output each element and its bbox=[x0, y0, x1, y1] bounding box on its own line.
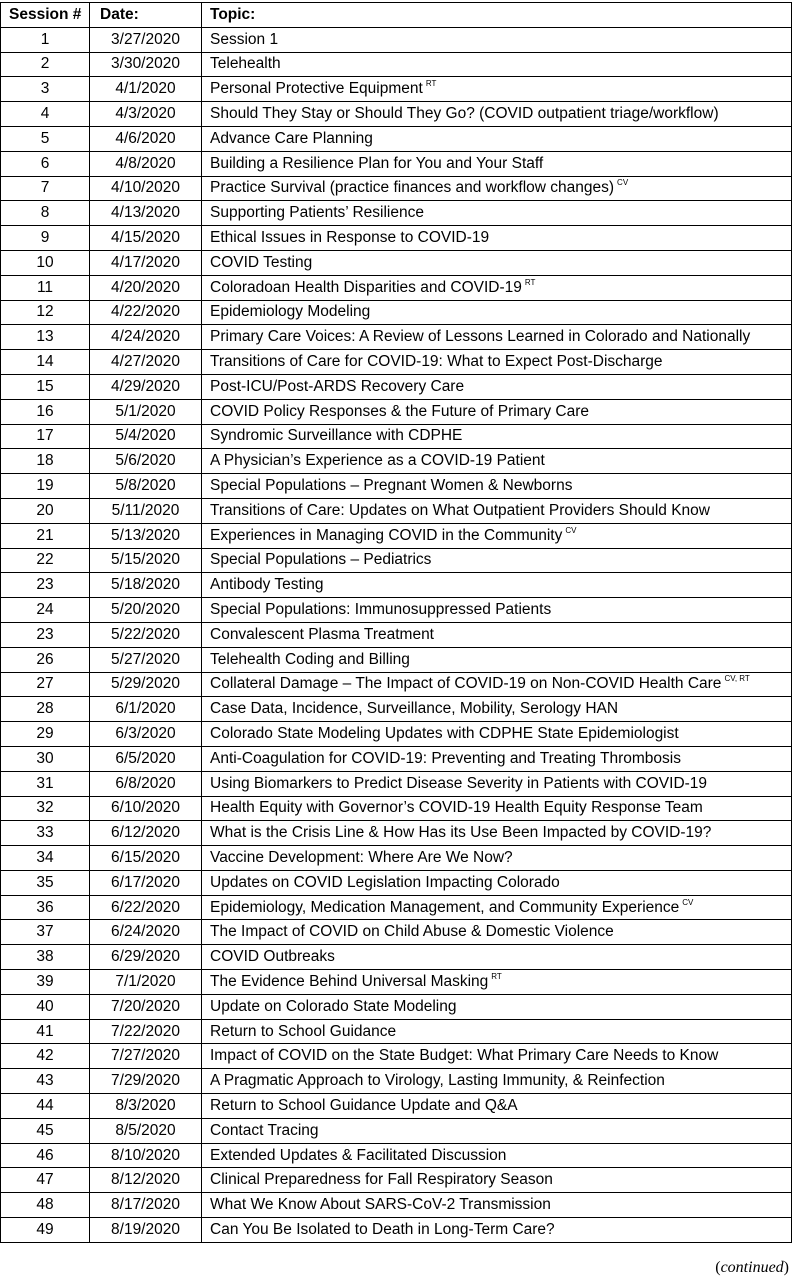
table-row bbox=[1, 52, 792, 77]
session-number-cell: 34 bbox=[1, 846, 90, 871]
session-date-cell: 6/22/2020 bbox=[90, 895, 202, 920]
session-number-cell: 20 bbox=[1, 498, 90, 523]
session-topic-cell bbox=[202, 300, 792, 325]
session-date-cell: 8/12/2020 bbox=[90, 1168, 202, 1193]
table-row bbox=[1, 1218, 792, 1243]
session-topic-text: Health Equity with Governor’s COVID-19 Health Equity Response Team bbox=[210, 799, 703, 817]
session-topic-cell bbox=[202, 895, 792, 920]
session-number-cell: 6 bbox=[1, 151, 90, 176]
session-topic-text: Advance Care Planning bbox=[210, 129, 373, 147]
session-date-cell: 5/15/2020 bbox=[90, 548, 202, 573]
table-row bbox=[1, 994, 792, 1019]
session-topic-cell bbox=[202, 250, 792, 275]
session-topic-text: Ethical Issues in Response to COVID-19 bbox=[210, 229, 490, 247]
session-topic-cell bbox=[202, 1069, 792, 1094]
session-topic-cell bbox=[202, 374, 792, 399]
session-date-cell: 5/22/2020 bbox=[90, 622, 202, 647]
session-topic-cell bbox=[202, 746, 792, 771]
session-topic-text: Can You Be Isolated to Death in Long-Term Care? bbox=[210, 1220, 555, 1238]
session-topic-cell bbox=[202, 1218, 792, 1243]
session-number-cell: 19 bbox=[1, 474, 90, 499]
table-row bbox=[1, 151, 792, 176]
session-number-cell: 33 bbox=[1, 821, 90, 846]
session-number-cell: 9 bbox=[1, 226, 90, 251]
table-row bbox=[1, 399, 792, 424]
table-row bbox=[1, 449, 792, 474]
session-number-cell: 12 bbox=[1, 300, 90, 325]
session-topic-cell bbox=[202, 672, 792, 697]
session-topic-cell bbox=[202, 622, 792, 647]
session-date-cell: 4/1/2020 bbox=[90, 77, 202, 102]
session-topic-text: Update on Colorado State Modeling bbox=[210, 997, 457, 1015]
session-number-cell: 36 bbox=[1, 895, 90, 920]
session-topic-text: Impact of COVID on the State Budget: What Primary Care Needs to Know bbox=[210, 1047, 719, 1065]
session-number-cell: 2 bbox=[1, 52, 90, 77]
table-row bbox=[1, 1143, 792, 1168]
session-date-cell: 5/11/2020 bbox=[90, 498, 202, 523]
session-date-cell: 7/27/2020 bbox=[90, 1044, 202, 1069]
session-number-cell: 24 bbox=[1, 598, 90, 623]
session-date-cell: 7/20/2020 bbox=[90, 994, 202, 1019]
session-date-cell: 6/24/2020 bbox=[90, 920, 202, 945]
continued-open-paren: ( bbox=[715, 1259, 721, 1276]
session-topic-text: Vaccine Development: Where Are We Now? bbox=[210, 848, 513, 866]
session-topic-cell bbox=[202, 548, 792, 573]
header-row bbox=[1, 3, 792, 28]
session-topic-text: Colorado State Modeling Updates with CDPHE State Epidemiologist bbox=[210, 725, 679, 742]
session-topic-cell bbox=[202, 722, 792, 747]
session-date-cell: 6/8/2020 bbox=[90, 771, 202, 796]
session-topic-text: COVID Testing bbox=[210, 253, 313, 271]
session-date-cell: 4/3/2020 bbox=[90, 102, 202, 127]
table-row bbox=[1, 250, 792, 275]
session-number-cell: 28 bbox=[1, 697, 90, 722]
session-topic-text: Extended Updates & Facilitated Discussion bbox=[210, 1146, 507, 1164]
table-row bbox=[1, 622, 792, 647]
table-row bbox=[1, 1118, 792, 1143]
table-row bbox=[1, 102, 792, 127]
session-date-cell: 5/27/2020 bbox=[90, 647, 202, 672]
table-row bbox=[1, 498, 792, 523]
session-topic-text: Return to School Guidance bbox=[210, 1022, 397, 1040]
session-topic-cell bbox=[202, 201, 792, 226]
table-row bbox=[1, 697, 792, 722]
table-row bbox=[1, 350, 792, 375]
table-row bbox=[1, 722, 792, 747]
session-topic-text: Special Populations – Pediatrics bbox=[210, 551, 432, 569]
session-number-cell: 26 bbox=[1, 647, 90, 672]
session-topic-cell bbox=[202, 1193, 792, 1218]
session-number-cell: 45 bbox=[1, 1118, 90, 1143]
session-topic-text: Epidemiology, Medication Management, and Community Experience bbox=[210, 898, 680, 916]
session-date-cell: 8/3/2020 bbox=[90, 1094, 202, 1119]
table-row bbox=[1, 920, 792, 945]
continued-close-paren: ) bbox=[783, 1259, 789, 1276]
session-topic-cell bbox=[202, 994, 792, 1019]
session-date-cell: 5/13/2020 bbox=[90, 523, 202, 548]
session-number-cell: 8 bbox=[1, 201, 90, 226]
session-topic-text: Clinical Preparedness for Fall Respiratory Season bbox=[210, 1171, 553, 1189]
session-note-superscript: CV bbox=[617, 178, 629, 188]
session-number-cell: 35 bbox=[1, 870, 90, 895]
session-note-superscript: RT bbox=[524, 277, 536, 287]
session-date-cell: 6/1/2020 bbox=[90, 697, 202, 722]
table-row bbox=[1, 573, 792, 598]
session-date-cell: 3/27/2020 bbox=[90, 27, 202, 52]
session-topic-text: A Physician’s Experience as a COVID-19 Patient bbox=[210, 452, 545, 470]
session-date-cell: 4/8/2020 bbox=[90, 151, 202, 176]
table-row bbox=[1, 176, 792, 201]
session-topic-text: Telehealth Coding and Billing bbox=[210, 650, 410, 668]
session-topic-text: Should They Stay or Should They Go? (COVID outpatient triage/workflow) bbox=[210, 105, 719, 123]
table-row bbox=[1, 275, 792, 300]
session-date-cell: 4/15/2020 bbox=[90, 226, 202, 251]
session-topic-text: Experiences in Managing COVID in the Community bbox=[210, 526, 563, 544]
session-topic-text: What We Know About SARS-CoV-2 Transmission bbox=[210, 1196, 551, 1214]
table-row bbox=[1, 126, 792, 151]
session-number-cell: 14 bbox=[1, 350, 90, 375]
header-date: Date: bbox=[90, 3, 202, 28]
session-topic-cell bbox=[202, 573, 792, 598]
table-row bbox=[1, 523, 792, 548]
session-date-cell: 3/30/2020 bbox=[90, 52, 202, 77]
session-topic-cell bbox=[202, 598, 792, 623]
session-topic-cell bbox=[202, 449, 792, 474]
table-row bbox=[1, 1069, 792, 1094]
session-topic-text: Contact Tracing bbox=[210, 1121, 319, 1139]
session-topic-cell bbox=[202, 350, 792, 375]
session-date-cell: 8/17/2020 bbox=[90, 1193, 202, 1218]
session-topic-text: Personal Protective Equipment bbox=[210, 80, 423, 98]
session-topic-cell bbox=[202, 151, 792, 176]
session-topic-text: COVID Policy Responses & the Future of Primary Care bbox=[210, 402, 590, 420]
session-date-cell: 6/17/2020 bbox=[90, 870, 202, 895]
session-topic-text: Antibody Testing bbox=[210, 576, 324, 594]
session-topic-cell bbox=[202, 870, 792, 895]
session-topic-cell bbox=[202, 176, 792, 201]
session-topic-cell bbox=[202, 1143, 792, 1168]
table-row bbox=[1, 1019, 792, 1044]
session-topic-cell bbox=[202, 498, 792, 523]
session-number-cell: 32 bbox=[1, 796, 90, 821]
table-row bbox=[1, 424, 792, 449]
session-number-cell: 13 bbox=[1, 325, 90, 350]
session-date-cell: 4/6/2020 bbox=[90, 126, 202, 151]
session-date-cell: 7/29/2020 bbox=[90, 1069, 202, 1094]
table-row bbox=[1, 1044, 792, 1069]
table-row bbox=[1, 870, 792, 895]
session-topic-cell bbox=[202, 1094, 792, 1119]
session-topic-cell bbox=[202, 920, 792, 945]
session-number-cell: 39 bbox=[1, 970, 90, 995]
session-topic-text: The Evidence Behind Universal Masking bbox=[210, 972, 489, 990]
session-date-cell: 5/1/2020 bbox=[90, 399, 202, 424]
session-date-cell: 4/13/2020 bbox=[90, 201, 202, 226]
session-date-cell: 6/5/2020 bbox=[90, 746, 202, 771]
session-number-cell: 44 bbox=[1, 1094, 90, 1119]
session-topic-text: Anti-Coagulation for COVID-19: Preventing and Treating Thrombosis bbox=[210, 749, 681, 767]
session-date-cell: 6/15/2020 bbox=[90, 846, 202, 871]
session-date-cell: 8/19/2020 bbox=[90, 1218, 202, 1243]
session-topic-cell bbox=[202, 821, 792, 846]
session-topic-text: Collateral Damage – The Impact of COVID-19 on Non-COVID Health Care bbox=[210, 675, 722, 693]
table-row bbox=[1, 895, 792, 920]
table-row bbox=[1, 201, 792, 226]
session-topic-text: Building a Resilience Plan for You and Your Staff bbox=[210, 154, 544, 172]
session-topic-text: Case Data, Incidence, Surveillance, Mobility, Serology HAN bbox=[210, 700, 619, 718]
session-topic-text: Coloradoan Health Disparities and COVID-19 bbox=[210, 278, 522, 296]
table-row bbox=[1, 1094, 792, 1119]
session-topic-cell bbox=[202, 846, 792, 871]
table-row bbox=[1, 647, 792, 672]
session-topic-text: Post-ICU/Post-ARDS Recovery Care bbox=[210, 377, 465, 395]
session-date-cell: 5/29/2020 bbox=[90, 672, 202, 697]
session-date-cell: 4/22/2020 bbox=[90, 300, 202, 325]
session-topic-text: Special Populations – Pregnant Women & Newborns bbox=[210, 477, 573, 495]
session-number-cell: 27 bbox=[1, 672, 90, 697]
table-header bbox=[1, 3, 792, 28]
session-topic-cell bbox=[202, 52, 792, 77]
session-number-cell: 29 bbox=[1, 722, 90, 747]
session-topic-cell bbox=[202, 523, 792, 548]
session-topic-cell bbox=[202, 325, 792, 350]
session-topic-text: The Impact of COVID on Child Abuse & Domestic Violence bbox=[210, 923, 614, 941]
session-number-cell: 21 bbox=[1, 523, 90, 548]
session-date-cell: 7/1/2020 bbox=[90, 970, 202, 995]
session-number-cell: 41 bbox=[1, 1019, 90, 1044]
table-row bbox=[1, 1193, 792, 1218]
session-date-cell: 6/3/2020 bbox=[90, 722, 202, 747]
session-number-cell: 17 bbox=[1, 424, 90, 449]
session-number-cell: 11 bbox=[1, 275, 90, 300]
table-row bbox=[1, 970, 792, 995]
session-topic-cell bbox=[202, 771, 792, 796]
session-date-cell: 5/4/2020 bbox=[90, 424, 202, 449]
session-topic-text: A Pragmatic Approach to Virology, Lasting Immunity, & Reinfection bbox=[210, 1072, 665, 1090]
session-topic-text: Transitions of Care for COVID-19: What to Expect Post-Discharge bbox=[210, 353, 663, 371]
session-number-cell: 1 bbox=[1, 27, 90, 52]
session-note-superscript: CV bbox=[565, 525, 577, 535]
continued-word: continued bbox=[720, 1259, 784, 1276]
session-topic-text: Return to School Guidance Update and Q&A bbox=[210, 1096, 518, 1114]
session-topic-cell bbox=[202, 399, 792, 424]
session-date-cell: 5/20/2020 bbox=[90, 598, 202, 623]
session-topic-cell bbox=[202, 1019, 792, 1044]
session-date-cell: 4/29/2020 bbox=[90, 374, 202, 399]
table-row bbox=[1, 796, 792, 821]
session-date-cell: 4/24/2020 bbox=[90, 325, 202, 350]
session-number-cell: 23 bbox=[1, 573, 90, 598]
session-topic-cell bbox=[202, 647, 792, 672]
session-number-cell: 4 bbox=[1, 102, 90, 127]
session-topic-text: Session 1 bbox=[210, 30, 279, 48]
header-session-number: Session # bbox=[1, 3, 90, 28]
session-topic-cell bbox=[202, 275, 792, 300]
session-topic-cell bbox=[202, 1044, 792, 1069]
session-topic-text: Syndromic Surveillance with CDPHE bbox=[210, 427, 463, 445]
session-date-cell: 4/27/2020 bbox=[90, 350, 202, 375]
session-date-cell: 4/10/2020 bbox=[90, 176, 202, 201]
session-topic-cell bbox=[202, 102, 792, 127]
session-number-cell: 42 bbox=[1, 1044, 90, 1069]
header-topic: Topic: bbox=[202, 3, 792, 28]
session-number-cell: 47 bbox=[1, 1168, 90, 1193]
table-row bbox=[1, 226, 792, 251]
session-number-cell: 15 bbox=[1, 374, 90, 399]
session-note-superscript: RT bbox=[425, 79, 437, 89]
session-note-superscript: CV, RT bbox=[724, 674, 750, 684]
session-date-cell: 5/18/2020 bbox=[90, 573, 202, 598]
session-topic-cell bbox=[202, 970, 792, 995]
session-topic-text: Transitions of Care: Updates on What Outpatient Providers Should Know bbox=[210, 501, 710, 519]
session-topic-text: Practice Survival (practice finances and workflow changes) bbox=[210, 179, 615, 197]
table-row bbox=[1, 672, 792, 697]
session-number-cell: 37 bbox=[1, 920, 90, 945]
table-body bbox=[1, 27, 792, 1242]
session-number-cell: 22 bbox=[1, 548, 90, 573]
session-number-cell: 5 bbox=[1, 126, 90, 151]
session-topic-text: What is the Crisis Line & How Has its Use Been Impacted by COVID-19? bbox=[210, 824, 712, 842]
table-row bbox=[1, 325, 792, 350]
session-date-cell: 8/5/2020 bbox=[90, 1118, 202, 1143]
session-number-cell: 38 bbox=[1, 945, 90, 970]
session-topic-cell bbox=[202, 1168, 792, 1193]
session-number-cell: 7 bbox=[1, 176, 90, 201]
session-number-cell: 30 bbox=[1, 746, 90, 771]
session-topic-text: Updates on COVID Legislation Impacting Colorado bbox=[210, 873, 560, 891]
session-date-cell: 4/17/2020 bbox=[90, 250, 202, 275]
session-number-cell: 43 bbox=[1, 1069, 90, 1094]
session-topic-cell bbox=[202, 697, 792, 722]
session-topic-cell bbox=[202, 27, 792, 52]
session-number-cell: 48 bbox=[1, 1193, 90, 1218]
session-topic-cell bbox=[202, 474, 792, 499]
session-topic-cell bbox=[202, 945, 792, 970]
session-note-superscript: RT bbox=[491, 971, 502, 981]
session-number-cell: 40 bbox=[1, 994, 90, 1019]
continued-note bbox=[715, 1259, 789, 1277]
session-date-cell: 5/6/2020 bbox=[90, 449, 202, 474]
session-date-cell: 6/29/2020 bbox=[90, 945, 202, 970]
table-row bbox=[1, 1168, 792, 1193]
session-topic-text: Convalescent Plasma Treatment bbox=[210, 625, 434, 643]
session-topic-cell bbox=[202, 796, 792, 821]
table-row bbox=[1, 821, 792, 846]
session-number-cell: 10 bbox=[1, 250, 90, 275]
session-topic-cell bbox=[202, 77, 792, 102]
table-row bbox=[1, 846, 792, 871]
session-number-cell: 49 bbox=[1, 1218, 90, 1243]
session-topic-cell bbox=[202, 1118, 792, 1143]
table-row bbox=[1, 746, 792, 771]
session-topic-cell bbox=[202, 424, 792, 449]
session-number-cell: 23 bbox=[1, 622, 90, 647]
session-topic-text: COVID Outbreaks bbox=[210, 948, 335, 966]
table-row bbox=[1, 27, 792, 52]
session-topic-text: Supporting Patients’ Resilience bbox=[210, 204, 424, 222]
table-row bbox=[1, 945, 792, 970]
session-topic-text: Special Populations: Immunosuppressed Patients bbox=[210, 601, 552, 619]
table-row bbox=[1, 77, 792, 102]
sessions-table bbox=[0, 2, 792, 1243]
session-date-cell: 6/10/2020 bbox=[90, 796, 202, 821]
session-date-cell: 5/8/2020 bbox=[90, 474, 202, 499]
session-date-cell: 8/10/2020 bbox=[90, 1143, 202, 1168]
session-number-cell: 31 bbox=[1, 771, 90, 796]
table-row bbox=[1, 548, 792, 573]
table-row bbox=[1, 474, 792, 499]
table-row bbox=[1, 598, 792, 623]
session-date-cell: 6/12/2020 bbox=[90, 821, 202, 846]
session-date-cell: 7/22/2020 bbox=[90, 1019, 202, 1044]
session-note-superscript: CV bbox=[682, 897, 694, 907]
table-row bbox=[1, 300, 792, 325]
session-number-cell: 3 bbox=[1, 77, 90, 102]
session-topic-text: Primary Care Voices: A Review of Lessons Learned in Colorado and Nationally bbox=[210, 328, 751, 346]
session-topic-cell bbox=[202, 226, 792, 251]
session-date-cell: 4/20/2020 bbox=[90, 275, 202, 300]
session-topic-text: Epidemiology Modeling bbox=[210, 303, 371, 321]
session-topic-text: Telehealth bbox=[210, 55, 281, 73]
session-number-cell: 46 bbox=[1, 1143, 90, 1168]
session-number-cell: 18 bbox=[1, 449, 90, 474]
session-number-cell: 16 bbox=[1, 399, 90, 424]
table-row bbox=[1, 771, 792, 796]
session-topic-text: Using Biomarkers to Predict Disease Severity in Patients with COVID-19 bbox=[210, 774, 708, 792]
session-topic-cell bbox=[202, 126, 792, 151]
table-row bbox=[1, 374, 792, 399]
